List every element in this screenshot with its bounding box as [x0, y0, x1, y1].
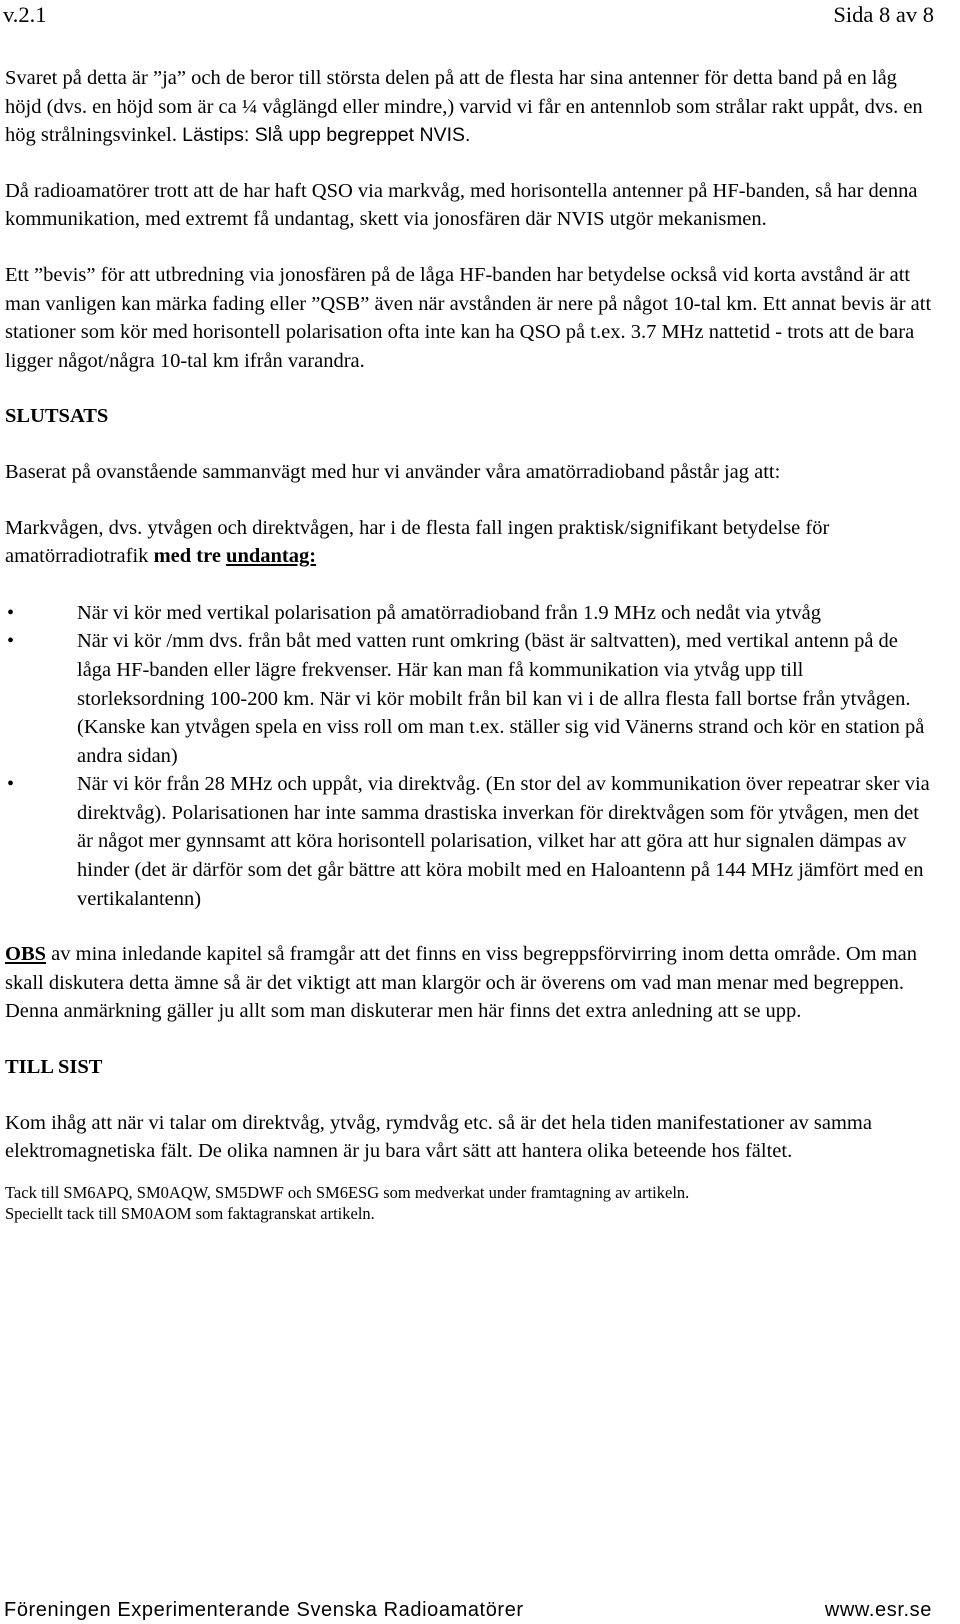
- heading-conclusion: SLUTSATS: [5, 405, 109, 428]
- paragraph-final: Kom ihåg att när vi talar om direktvåg, ytvåg, rymdvåg etc. så är det hela tiden manifestationer av samma elektromagnetiska fält. De olika namnen är ju bara vårt sätt att hantera olika beteende hos fältet.: [5, 1111, 872, 1163]
- bullet-icon: •: [7, 630, 15, 653]
- page-header: [3, 2, 934, 28]
- paragraph-obs: [5, 940, 933, 1026]
- paragraph-evidence: Ett ”bevis” för att utbredning via jonosfären på de låga HF-banden har betydelse också vid korta avstånd är att man vanligen kan märka fading eller ”QSB” även när avstånden är nere på något 10-tal km. Ett annat bevis är att stationer som kör med horisontell polarisation ofta inte kan ha QSO på t.ex. 3.7 MHz nattetid - trots att de bara ligger något/några 10-tal km ifrån varandra.: [5, 263, 932, 372]
- bullet-icon: •: [7, 773, 15, 796]
- version-label: v.2.1: [3, 2, 47, 27]
- list-item-text: När vi kör från 28 MHz och uppåt, via direktvåg. (En stor del av kommunikation över repeatrar sker via direktvåg). Polarisationen har inte samma drastiska inverkan för direktvågen som för ytvågen, men det är något mer gynnsamt att köra horisontell polarisation, vilket har att göra att hur signalen dämpas av hinder (det är därför som det går bättre att köra mobilt med en Haloantenn på 144 MHz jämfört med en vertikalantenn): [77, 773, 930, 910]
- list-item: [5, 627, 933, 770]
- page-number: Sida 8 av 8: [833, 2, 934, 27]
- list-item: [5, 770, 933, 913]
- paragraph-based-on: Baserat på ovanstående sammanvägt med hur vi använder våra amatörradioband påstår jag att:: [5, 460, 781, 483]
- heading-final: TILL SIST: [5, 1056, 103, 1079]
- bullet-icon: •: [7, 601, 15, 624]
- thanks-line-1: Tack till SM6APQ, SM0AQW, SM5DWF och SM6ESG som medverkat under framtagning av artikeln.: [5, 1182, 690, 1202]
- list-item: [5, 599, 933, 628]
- paragraph-intro: [5, 64, 933, 150]
- thanks-line-2: Speciellt tack till SM0AOM som faktagranskat artikeln.: [5, 1204, 375, 1224]
- paragraph-qso-markvag: Då radioamatörer trott att de har haft QSO via markvåg, med horisontella antenner på HF-banden, så har denna kommunikation, med extremt få undantag, skett via jonosfären där NVIS utgör mekanismen.: [5, 179, 918, 231]
- paragraph-claim: [5, 514, 933, 571]
- claim-text: Markvågen, dvs. ytvågen och direktvågen, har i de flesta fall ingen praktisk/signifikant betydelse för amatörradiotrafik: [5, 516, 830, 568]
- claim-emphasis: med tre: [153, 545, 221, 568]
- claim-emphasis-underlined: undantag:: [226, 545, 317, 568]
- acknowledgements: [5, 1182, 933, 1225]
- paragraph-intro-text: Svaret på detta är ”ja” och de beror till största delen på att de flesta har sina antenner för detta band på en låg höjd (dvs. en höjd som är ca ¼ våglängd eller mindre,) varvid vi får en antennlob som strålar rakt uppåt, dvs. en hög strålningsvinkel.: [5, 67, 923, 147]
- organization-name: Föreningen Experimenterande Svenska Radioamatörer: [4, 1599, 524, 1621]
- obs-label: OBS: [5, 943, 47, 966]
- website-link[interactable]: www.esr.se: [824, 1599, 932, 1621]
- obs-text: av mina inledande kapitel så framgår att det finns en viss begreppsförvirring inom detta område. Om man skall diskutera detta ämne så är det viktigt att man klargör och är överens om vad man menar med begreppen. Denna anmärkning gäller ju allt som man diskuterar men här finns det extra anledning att se upp.: [5, 943, 918, 1023]
- list-item-text: När vi kör med vertikal polarisation på amatörradioband från 1.9 MHz och nedåt via ytvåg: [77, 601, 822, 624]
- list-item-text: När vi kör /mm dvs. från båt med vatten runt omkring (bäst är saltvatten), med vertikal antenn på de låga HF-banden eller lägre frekvenser. Här kan man få kommunikation via ytvåg upp till storleksordning 100-200 km. När vi kör mobilt från bil kan vi i de allra flesta fall bortse från ytvågen. (Kanske kan ytvågen spela en viss roll om man t.ex. ställer sig vid Vänerns strand och kör en station på andra sidan): [77, 630, 925, 767]
- exceptions-list: [5, 599, 933, 914]
- reading-tip: Lästips: Slå upp begreppet NVIS.: [182, 124, 471, 147]
- document-body: [5, 64, 933, 1225]
- page-footer: [4, 1599, 932, 1622]
